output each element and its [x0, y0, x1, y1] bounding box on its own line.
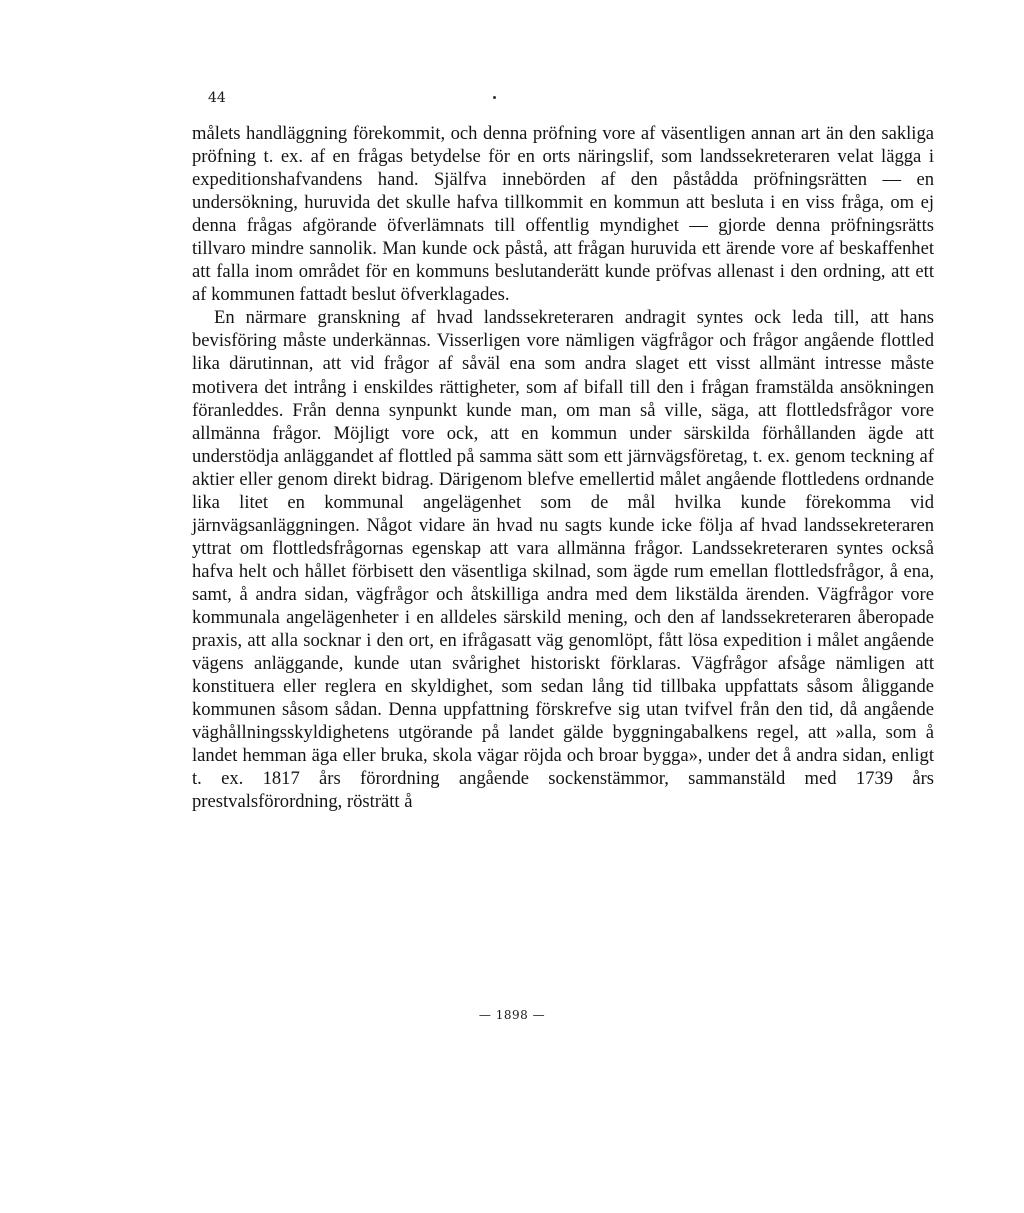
paragraph-2: En närmare granskning af hvad landssekreteraren andragit syntes ock leda till, att hans bevisföring måste underkännas. Visserligen vore nämligen vägfrågor och frågor angående flottled lika därutinnan, att vid frågor af såväl ena som andra slaget ett visst allmänt intresse måste motivera det intrång i enskildes rättigheter, som af bifall till den i frågan framstälda ansökningen föranleddes. Från denna synpunkt kunde man, om man så ville, säga, att flottledsfrågor vore allmänna frågor. Möjligt vore ock, att en kommun under särskilda förhållanden ägde att understödja anläggandet af flottled på samma sätt som ett järnvägsföretag, t. ex. genom teckning af aktier eller genom direkt bidrag. Därigenom blefve emellertid målet angående flottledens ordnande lika litet en kommunal angelägenhet som de mål hvilka kunde förekomma vid järnvägsanläggningen. Något vidare än hvad nu sagts kunde icke följa af hvad landssekreteraren yttrat om flottledsfrågornas egenskap att vara allmänna frågor. Landssekreteraren syntes också hafva helt och hållet förbisett den väsentliga skilnad, som ägde rum emellan flottledsfrågor, å ena, samt, å andra sidan, vägfrågor och åtskilliga andra med dem likstälda ärenden. Vägfrågor vore kommunala angelägenheter i en alldeles särskild mening, och den af landssekreteraren åberopade praxis, att alla socknar i den ort, en ifrågasatt väg genomlöpt, fått lösa expedition i målet angående vägens anläggande, kunde utan svårighet historiskt förklaras. Vägfrågor afsåge nämligen att konstituera eller reglera en skyldighet, som sedan lång tid tillbaka uppfattats såsom åliggande kommunen såsom sådan. Denna uppfattning förskrefve sig utan tvifvel från den tid, då angående väghållningsskyldighetens utgörande på landet gälde byggningabalkens regel, att »alla, som å landet hemman äga eller bruka, skola vägar röjda och broar bygga», under det å andra sidan, enligt t. ex. 1817 års förordning angående sockenstämmor, sammanstäld med 1739 års prestvalsförordning, rösträtt å	[192, 307, 934, 813]
print-speck	[493, 96, 496, 99]
paragraph-1: målets handläggning förekommit, och denna pröfning vore af väsentligen annan art än den sakliga pröfning t. ex. af en frågas betydelse för en orts näringslif, som landssekreteraren velat lägga i expeditionshafvandens hand. Själfva innebörden af den påstådda pröfningsrätten — en undersökning, huruvida det skulle hafva tillkommit en kommun att besluta i en viss fråga, om ej denna frågas afgörande öfverlämnats till offentlig myndighet — gjorde denna pröfningsrätts tillvaro mindre sannolik. Man kunde ock påstå, att frågan huruvida ett ärende vore af beskaffenhet att falla inom området för en kommuns beslutanderätt kunde pröfvas allenast i den ordning, att ett af kommunen fattadt beslut öfverklagades.	[192, 123, 934, 306]
page-number: 44	[208, 90, 226, 106]
printer-signature: — 1898 —	[478, 1008, 546, 1022]
body-text	[192, 122, 934, 813]
